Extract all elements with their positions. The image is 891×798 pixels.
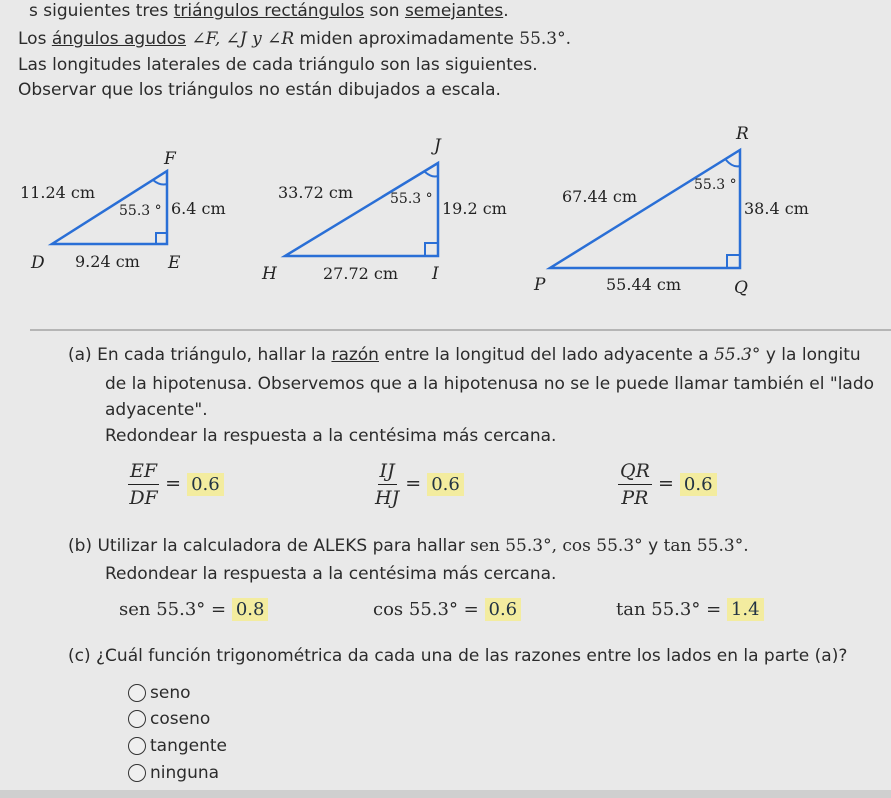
vertex-h-label: H [262, 264, 277, 284]
part-c-text: ¿Cuál función trigonométrica da cada una de las razones entre los lados en la parte (a)? [96, 646, 848, 666]
answer-tan[interactable]: 1.4 [727, 598, 764, 621]
equals-sign: = [165, 472, 182, 495]
intro-text: . [503, 1, 509, 21]
part-b-label: (b) [68, 536, 93, 556]
equals-sign: = [657, 472, 674, 495]
answer-sen[interactable]: 0.8 [232, 598, 269, 621]
side-pq-label: 55.44 cm [606, 275, 682, 294]
option-tangente-label[interactable]: tangente [150, 736, 228, 756]
fraction-ij-hj [375, 460, 399, 509]
angle-f-label: 55.3 ° [119, 203, 162, 219]
numerator: QR [618, 460, 652, 485]
part-a-label: (a) [68, 345, 92, 365]
triangles-diagram [0, 0, 891, 330]
part-a-angle: 55.3° [714, 345, 761, 365]
vertex-q-label: Q [734, 278, 748, 298]
answer-ratio-ef-df[interactable]: 0.6 [187, 473, 224, 496]
tan-label: tan 55.3° = [616, 599, 722, 620]
tan-row [616, 598, 764, 621]
part-b-line-1 [68, 536, 749, 556]
vertex-i-label: I [432, 264, 439, 284]
link-triangulos-rectangulos[interactable]: triángulos rectángulos [173, 1, 365, 21]
angle-arc-r [726, 160, 740, 166]
option-seno-label[interactable]: seno [150, 683, 191, 703]
answer-cos[interactable]: 0.6 [485, 598, 522, 621]
angle-r-label: 55.3 ° [694, 177, 737, 193]
part-b-line-2: Redondear la respuesta a la centésima más cercana. [105, 564, 557, 584]
link-angulos-agudos[interactable]: ángulos agudos [51, 29, 187, 49]
vertex-d-label: D [31, 253, 45, 273]
vertex-p-label: P [534, 275, 546, 295]
side-qr-label: 38.4 cm [744, 199, 809, 218]
part-a-text: y la longitu [760, 345, 861, 365]
option-coseno-label[interactable]: coseno [150, 709, 211, 729]
side-ij-label: 19.2 cm [442, 199, 507, 218]
side-de-label: 9.24 cm [75, 252, 140, 271]
angle-arc-f [153, 180, 167, 185]
part-c-question [68, 646, 847, 666]
part-a-text: entre la longitud del lado adyacente a [378, 345, 715, 365]
side-hj-label: 33.72 cm [278, 183, 354, 202]
intro-text: s siguientes tres [29, 1, 174, 21]
radio-tangente[interactable] [128, 737, 146, 755]
ratio-ef-df [128, 460, 224, 509]
expr-tan: tan 55.3°. [663, 536, 749, 556]
intro-text: Los [18, 29, 52, 49]
fraction-qr-pr [618, 460, 652, 509]
part-a-text: En cada triángulo, hallar la [97, 345, 332, 365]
side-df-label: 11.24 cm [20, 183, 96, 202]
right-angle-marker-q [727, 255, 740, 268]
part-a-line-4: Redondear la respuesta a la centésima más cercana. [105, 426, 557, 446]
side-hi-label: 27.72 cm [323, 264, 399, 283]
ratio-qr-pr [618, 460, 717, 509]
radio-ninguna[interactable] [128, 764, 146, 782]
radio-seno[interactable] [128, 684, 146, 702]
answer-ratio-ij-hj[interactable]: 0.6 [427, 473, 464, 496]
denominator: HJ [375, 487, 400, 509]
part-a-line-3: adyacente". [105, 400, 208, 420]
angle-list: ∠F, ∠J y ∠R [191, 29, 295, 49]
part-a-line-1 [68, 345, 861, 365]
part-a-line-2: de la hipotenusa. Observemos que a la hipotenusa no se le puede llamar también el "lado [105, 374, 875, 394]
vertex-e-label: E [168, 253, 181, 273]
denominator: PR [621, 487, 649, 509]
option-ninguna-label[interactable]: ninguna [150, 763, 220, 783]
triangle-hij-shape [285, 163, 438, 256]
angle-value: 55.3°. [519, 29, 572, 49]
part-b-text: y [648, 536, 659, 556]
expr-cos: cos 55.3° [562, 536, 643, 556]
link-razon[interactable]: razón [331, 345, 379, 365]
vertex-f-label: F [164, 149, 176, 169]
bottom-edge [0, 790, 891, 798]
intro-text: miden aproximadamente [294, 29, 520, 49]
angle-j-label: 55.3 ° [390, 191, 433, 207]
intro-line-3: Las longitudes laterales de cada triángulo son las siguientes. [18, 55, 538, 75]
triangle-hij [285, 163, 438, 256]
intro-text: son [364, 1, 405, 21]
angle-arc-j [425, 172, 438, 177]
section-divider [30, 329, 891, 331]
answer-ratio-qr-pr[interactable]: 0.6 [680, 473, 717, 496]
numerator: IJ [378, 460, 397, 485]
side-ef-label: 6.4 cm [171, 199, 226, 218]
side-pr-label: 67.44 cm [562, 187, 638, 206]
cos-row [373, 598, 521, 621]
vertex-j-label: J [434, 136, 441, 156]
ratio-ij-hj [375, 460, 464, 509]
sen-label: sen 55.3° = [119, 599, 227, 620]
part-b-text: Utilizar la calculadora de ALEKS para hallar [97, 536, 471, 556]
link-semejantes[interactable]: semejantes [404, 1, 504, 21]
part-c-label: (c) [68, 646, 91, 666]
equals-sign: = [405, 472, 422, 495]
cos-label: cos 55.3° = [373, 599, 479, 620]
numerator: EF [128, 460, 159, 485]
sen-row [119, 598, 268, 621]
fraction-ef-df [128, 460, 159, 509]
triangle-pqr-shape [550, 150, 740, 268]
right-angle-marker-e [156, 233, 167, 244]
right-angle-marker-i [425, 243, 438, 256]
triangle-pqr [550, 150, 740, 268]
denominator: DF [129, 487, 158, 509]
vertex-r-label: R [736, 124, 749, 144]
expr-sen: sen 55.3°, [470, 536, 557, 556]
intro-line-4: Observar que los triángulos no están dibujados a escala. [18, 80, 501, 100]
radio-coseno[interactable] [128, 710, 146, 728]
